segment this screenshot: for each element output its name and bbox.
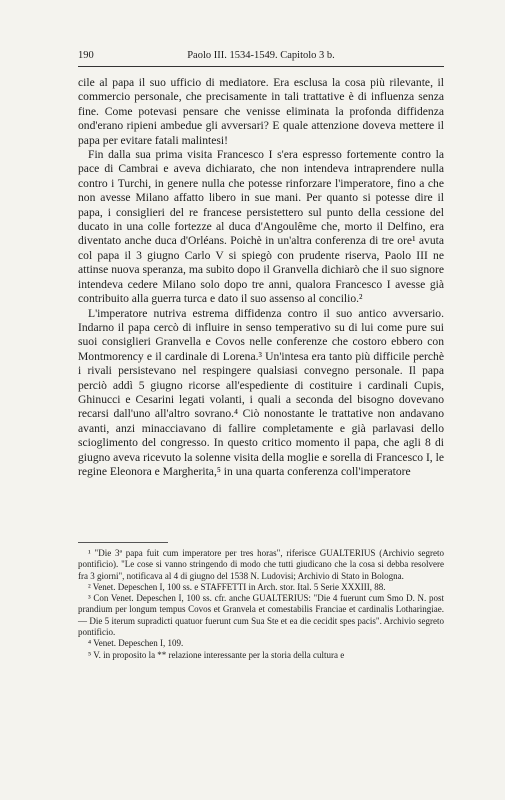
running-title: Paolo III. 1534-1549. Capitolo 3 b. <box>187 50 335 61</box>
footnote: ¹ "Die 3ª papa fuit cum imperatore per tres horas", riferisce GUALTERIUS (Archivio segreto pontificio). "Le cose si vanno stringendo di modo che tutti giudicano che la cosa si debba resolvere fra 3 giorni", notificava al 4 di giugno del 1538 N. Ludovisi; Archivio di Stato in Bologna. <box>78 548 444 581</box>
footnote: ³ Con Venet. Depeschen I, 100 ss. cfr. anche GUALTERIUS: "Die 4 fuerunt cum Smo D. N. post prandium per longum tempus Covos et Granvela et comestabilis Franciae et cardinalis Lotharingiae. — Die 5 iterum supradicti quatuor fuerunt cum Sua Ste et ea die cecidit spes pacis". Archivio segreto pontificio. <box>78 593 444 638</box>
paragraph: Fin dalla sua prima visita Francesco I s'era espresso fortemente contro la pace di Cambrai e aveva dichiarato, che non intendeva intraprendere nulla contro i Turchi, in genere nulla che potesse rinforzare l'imperatore, fino a che non avesse Milano affatto libero in sue mani. Per quanto si potesse dire il papa, i consiglieri del re francese persistettero sul punto della cessione del ducato in una colle fortezze al duca d'Angoulême che, morto il Delfino, era diventato anche duca d'Orléans. Poichè in un'altra conferenza di tre ore¹ avuta col papa il 3 giugno Carlo V si spiegò con prudente riserva, Paolo III ne attinse nuova speranza, ma subito dopo il Granvella dichiarò che il suo signore intendeva cedere Milano solo dopo tre anni, qualora Francesco I avesse già contribuito alla guerra turca e dato il suo assenso al concilio.² <box>78 148 444 306</box>
main-text <box>78 76 444 479</box>
paragraph: L'imperatore nutriva estrema diffidenza contro il suo antico avversario. Indarno il papa cercò di influire in senso temperativo su di lui come pure sui suoi consiglieri Granvella e Covos nelle conferenze che costoro ebbero con Montmorency e il cardinale di Lorena.³ Un'intesa era tanto più difficile perchè i rivali persistevano nel respingere qualsiasi convegno personale. Il papa perciò addì 5 giugno ricorse all'espediente di costituire i cardinali Cupis, Ghinucci e Cesarini legati volanti, i quali a seconda del bisogno dovevano recarsi dall'uno all'altro sovrano.⁴ Ciò nonostante le trattative non andavano avanti, anzi minacciavano di fallire completamente e già parlavasi dello scioglimento del congresso. In questo critico momento il papa, che agli 8 di giugno aveva ricevuto la solenne visita della moglie e sorella di Francesco I, le regine Eleonora e Margherita,⁵ in una quarta conferenza coll'imperatore <box>78 306 444 478</box>
footnote: ⁴ Venet. Depeschen I, 109. <box>88 638 184 649</box>
footnotes <box>78 548 444 661</box>
paragraph: cile al papa il suo ufficio di mediatore. Era esclusa la cosa più rilevante, il commercio personale, che precisamente in tali trattative è di influenza senza fine. Come potevasi pensare che venisse eliminata la profonda diffidenza ond'erano ripieni ambedue gli avversari? E quale attenzione doveva mettere il papa per evitare fatali malintesi! <box>78 76 444 147</box>
header-rule <box>78 66 444 67</box>
footnote: ⁵ V. in proposito la ** relazione interessante per la storia della cultura e <box>88 649 345 660</box>
footnote: ² Venet. Depeschen I, 100 ss. e STAFFETTI in Arch. stor. Ital. 5 Serie XXXIII, 88. <box>88 581 386 592</box>
footnote-separator <box>78 542 168 543</box>
page-number: 190 <box>78 50 94 61</box>
